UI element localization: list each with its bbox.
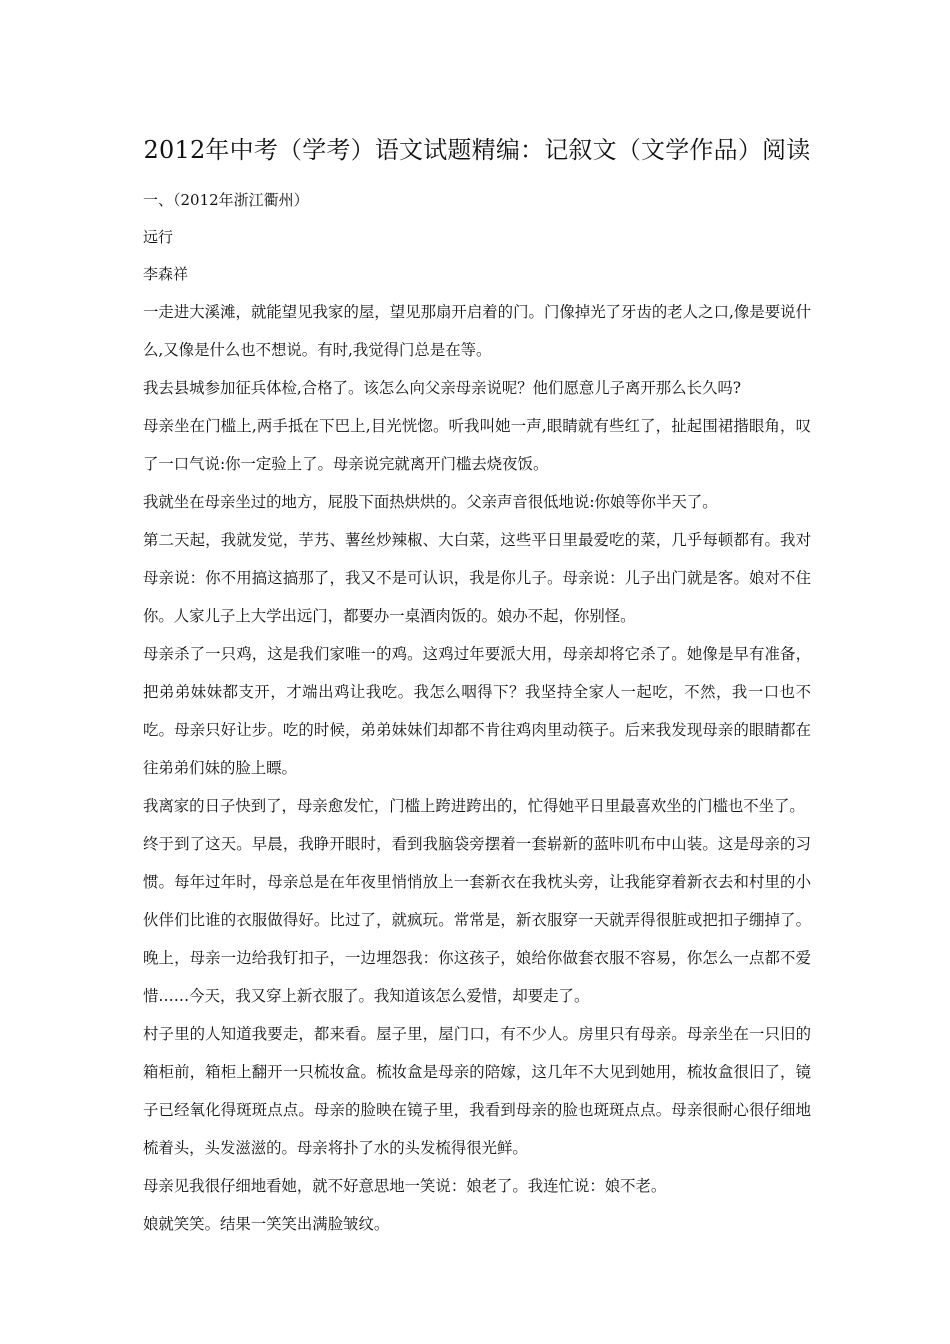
document-title: 2012年中考（学考）语文试题精编：记叙文（文学作品）阅读: [143, 136, 811, 164]
paragraph-8: 终于到了这天。早晨，我睁开眼时，看到我脑袋旁摆着一套崭新的蓝咔叽布中山装。这是母亲的习惯。每年过年时，母亲总是在年夜里悄悄放上一套新衣在我枕头旁，让我能穿着新衣去和村里的小伙伴们比谁的衣服做得好。比过了，就疯玩。常常是，新衣服穿一天就弄得很脏或把扣子绷掉了。晚上，母亲一边给我钉扣子，一边埋怨我：你这孩子，娘给你做套衣服不容易，你怎么一点都不爱惜……今天，我又穿上新衣服了。我知道该怎么爱惜，却要走了。: [143, 835, 811, 1005]
paragraph-11: 娘就笑笑。结果一笑笑出满脸皱纹。: [143, 1215, 390, 1233]
document-page: [143, 132, 811, 1243]
paragraph-4: 我就坐在母亲坐过的地方，屁股下面热烘烘的。父亲声音很低地说:你娘等你半天了。: [143, 493, 718, 511]
paragraph-7: 我离家的日子快到了，母亲愈发忙，门槛上跨进跨出的，忙得她平日里最喜欢坐的门槛也不坐了。: [143, 797, 805, 815]
section-heading: 一、（2012年浙江衢州）: [143, 191, 309, 209]
paragraph-5: 第二天起，我就发觉，芋艿、薯丝炒辣椒、大白菜，这些平日里最爱吃的菜，几乎每顿都有。我对母亲说：你不用搞这搞那了，我又不是可认识，我是你儿子。母亲说：儿子出门就是客。娘对不住你。人家儿子上大学出远门，都要办一桌酒肉饭的。娘办不起，你别怪。: [143, 531, 811, 625]
paragraph-9: 村子里的人知道我要走，都来看。屋子里，屋门口，有不少人。房里只有母亲。母亲坐在一只旧的箱柜前，箱柜上翻开一只梳妆盒。梳妆盒是母亲的陪嫁，这几年不大见到她用，梳妆盒很旧了，镜子已经氧化得斑斑点点。母亲的脸映在镜子里，我看到母亲的脸也斑斑点点。母亲很耐心很仔细地梳着头，头发滋滋的。母亲将扑了水的头发梳得很光鲜。: [143, 1025, 811, 1157]
article-author: 李森祥: [143, 265, 189, 283]
paragraph-10: 母亲见我很仔细地看她，就不好意思地一笑说：娘老了。我连忙说：娘不老。: [143, 1177, 667, 1195]
article-title: 远行: [143, 228, 174, 246]
paragraph-1: 一走进大溪滩，就能望见我家的屋，望见那扇开启着的门。门像掉光了牙齿的老人之口,像是要说什么,又像是什么也不想说。有时,我觉得门总是在等。: [143, 303, 811, 359]
paragraph-3: 母亲坐在门槛上,两手抵在下巴上,目光恍惚。听我叫她一声,眼睛就有些红了，扯起围裙揩眼角，叹了一口气说:你一定验上了。母亲说完就离开门槛去烧夜饭。: [143, 417, 811, 473]
paragraph-6: 母亲杀了一只鸡，这是我们家唯一的鸡。这鸡过年要派大用，母亲却将它杀了。她像是早有准备，把弟弟妹妹都支开，才端出鸡让我吃。我怎么咽得下？我坚持全家人一起吃，不然，我一口也不吃。母亲只好让步。吃的时候，弟弟妹妹们却都不肯往鸡肉里动筷子。后来我发现母亲的眼睛都在往弟弟们妹的脸上瞟。: [143, 645, 811, 777]
paragraph-2: 我去县城参加征兵体检,合格了。该怎么向父亲母亲说呢？他们愿意儿子离开那么长久吗?: [143, 379, 741, 397]
